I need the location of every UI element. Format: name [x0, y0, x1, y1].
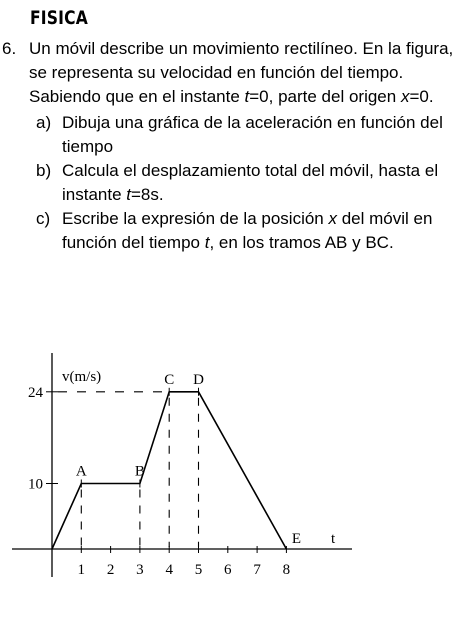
- velocity-time-graph: [0, 345, 457, 595]
- question-label: a): [36, 113, 52, 132]
- y-tick-label: 10: [28, 476, 43, 493]
- vertex-label: A: [75, 463, 87, 480]
- vertex-label: C: [164, 371, 175, 388]
- vertex-label: D: [193, 371, 204, 388]
- x-tick-label: 6: [224, 562, 232, 578]
- page-title: FISICA: [30, 7, 88, 29]
- x-tick-label: 3: [136, 562, 144, 578]
- y-tick-label: 24: [28, 384, 43, 401]
- x-tick-label: 5: [194, 562, 203, 578]
- v-axis-label: v(m/s): [62, 369, 102, 385]
- question-list: [36, 111, 454, 255]
- problem-number: 6.: [2, 39, 17, 58]
- x-tick-label: 2: [106, 562, 115, 578]
- question-a: a) Dibuja una gráfica de la aceleración en función del tiempo: [36, 113, 443, 156]
- x-tick-label: 4: [165, 562, 173, 578]
- x-tick-label: 8: [282, 562, 291, 578]
- x-tick-label: 1: [77, 562, 86, 578]
- question-b: b) Calcula el desplazamiento total del móvil, hasta el instante t=8s.: [36, 161, 439, 204]
- t-axis-label: t: [331, 531, 336, 547]
- question-label: b): [36, 161, 52, 180]
- vertex-label: B: [134, 463, 145, 480]
- question-c: c) Escribe la expresión de la posición x del móvil en función del tiempo t, en los tramos AB y BC.: [36, 209, 433, 252]
- vertex-label: E: [291, 531, 301, 547]
- question-label: c): [36, 209, 51, 228]
- problem-text: Un móvil describe un movimiento rectilíneo. En la figura, se representa su velocidad en función del tiempo. Sabiendo que en el instante t=0, parte del origen x=0.: [29, 39, 454, 106]
- x-tick-label: 7: [253, 562, 261, 578]
